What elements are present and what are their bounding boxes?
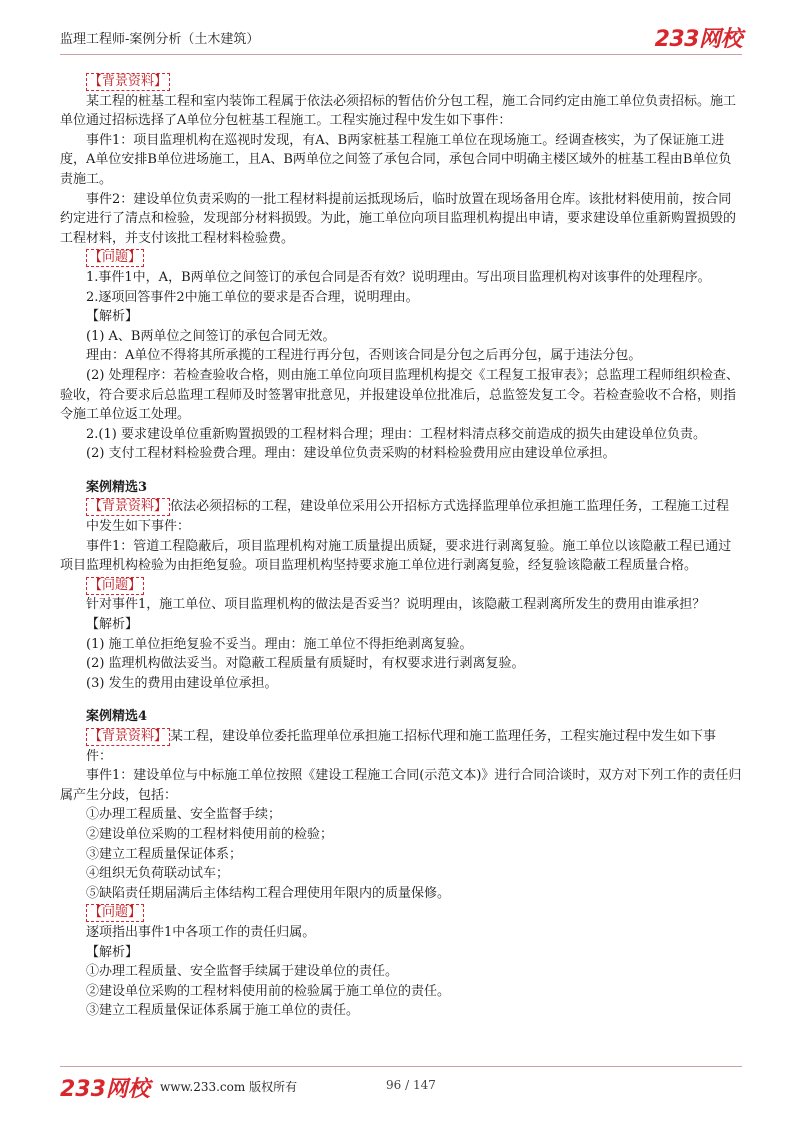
brand-logo: 233网校 xyxy=(654,27,742,52)
question-tag: 【问题】 xyxy=(86,904,144,922)
background-text: 某工程的桩基工程和室内装饰工程属于依法必须招标的暂估价分包工程，施工合同约定由施工单位负责招标。施工单位通过招标选择了A单位分包桩基工程施工。工程实施过程中发生如下事件： xyxy=(60,93,737,129)
background-tag: 【背景资料】 xyxy=(86,498,170,516)
answer-line: ③建立工程质量保证体系属于施工单位的责任。 xyxy=(86,1003,360,1019)
background-text: 依法必须招标的工程，建设单位采用公开招标方式选择监理单位承担施工监理任务，工程施工过程中发生如下事件： xyxy=(86,499,730,535)
case-section-1 xyxy=(60,72,742,464)
answer-line: 2.(1) 要求建设单位重新购置损毁的工程材料合理；理由：工程材料清点移交前造成的损失由建设单位负责。 xyxy=(86,426,706,442)
case-section-2 xyxy=(60,478,742,694)
answer-line: (3) 发生的费用由建设单位承担。 xyxy=(86,675,278,691)
case-title: 案例精选4 xyxy=(86,709,148,725)
answer-line: (2) 处理程序：若检查验收合格，则由施工单位向项目监理机构提交《工程复工报审表》；总监理工程师组织检查、验收，符合要求后总监理工程师及时签署审批意见，并报建设单位批准后，总监签发复工令。若检查验收不合格，则指令施工单位返工处理。 xyxy=(60,367,740,423)
footer-copyright: www.233.com 版权所有 xyxy=(160,1080,298,1094)
header-title: 监理工程师-案例分析（土木建筑） xyxy=(60,32,260,47)
answer-line: (2) 监理机构做法妥当。对隐蔽工程质量有质疑时，有权要求进行剥离复验。 xyxy=(86,656,525,672)
answer-line: (2) 支付工程材料检验费合理。理由：建设单位负责采购的材料检验费用应由建设单位承担。 xyxy=(86,446,616,462)
list-item: ②建设单位采购的工程材料使用前的检验； xyxy=(86,826,334,842)
page-footer xyxy=(60,1072,742,1102)
event-1-text: 事件1：建设单位与中标施工单位按照《建设工程施工合同(示范文本)》进行合同洽谈时，双方对下列工作的责任归属产生分歧，包括： xyxy=(60,768,742,803)
question-tag: 【问题】 xyxy=(86,577,144,595)
header-divider xyxy=(60,54,742,55)
answer-line: ①办理工程质量、安全监督手续属于建设单位的责任。 xyxy=(86,964,399,980)
event-1-text: 事件1：项目监理机构在巡视时发现，有A、B两家桩基工程施工单位在现场施工。经调查核实，为了保证施工进度，A单位安排B单位进场施工，且A、B两单位之间签了承包合同，承包合同中明确主楼区域外的桩基工程由B单位负责施工。 xyxy=(60,132,732,187)
answer-line: 理由：A单位不得将其所承揽的工程进行再分包，否则该合同是分包之后再分包，属于违法分包。 xyxy=(86,348,642,364)
case-section-3 xyxy=(60,707,742,1021)
analysis-tag: 【解析】 xyxy=(86,944,139,960)
background-text: 某工程，建设单位委托监理单位承担施工招标代理和施工监理任务，工程实施过程中发生如下事件： xyxy=(86,729,717,764)
background-tag: 【背景资料】 xyxy=(86,73,170,91)
question-1: 逐项指出事件1中各项工作的责任归属。 xyxy=(86,924,316,940)
analysis-tag: 【解析】 xyxy=(86,309,139,325)
event-1-text: 事件1：管道工程隐蔽后，项目监理机构对施工质量提出质疑，要求进行剥离复验。施工单位以该隐蔽工程已通过项目监理机构检验为由拒绝复验。项目监理机构坚持要求施工单位进行剥离复验，经复验该隐蔽工程质量合格。 xyxy=(60,538,732,574)
list-item: ⑤缺陷责任期届满后主体结构工程合理使用年限内的质量保修。 xyxy=(86,885,451,901)
background-tag: 【背景资料】 xyxy=(86,728,170,746)
list-item: ③建立工程质量保证体系； xyxy=(86,846,243,862)
footer-divider xyxy=(60,1066,742,1067)
question-tag: 【问题】 xyxy=(86,249,144,267)
list-item: ④组织无负荷联动试车； xyxy=(86,866,230,882)
answer-line: (1) A、B两单位之间签订的承包合同无效。 xyxy=(86,328,336,344)
question-1: 针对事件1，施工单位、项目监理机构的做法是否妥当？说明理由，该隐蔽工程剥离所发生的费用由谁承担？ xyxy=(86,597,706,613)
case-title: 案例精选3 xyxy=(86,479,148,495)
answer-line: (1) 施工单位拒绝复验不妥当。理由：施工单位不得拒绝剥离复验。 xyxy=(86,636,473,652)
question-2: 2.逐项回答事件2中施工单位的要求是否合理，说明理由。 xyxy=(86,289,419,305)
analysis-tag: 【解析】 xyxy=(86,617,139,633)
page-number: 96 / 147 xyxy=(386,1078,436,1092)
question-1: 1.事件1中，A，B两单位之间签订的承包合同是否有效？说明理由。写出项目监理机构对该事件的处理程序。 xyxy=(86,269,711,285)
event-2-text: 事件2：建设单位负责采购的一批工程材料提前运抵现场后，临时放置在现场备用仓库。该批材料使用前，按合同约定进行了清点和检验，发现部分材料损毁。为此，施工单位向项目监理机构提出申请，要求建设单位重新购置损毁的工程材料，并支付该批工程材料检验费。 xyxy=(60,191,737,246)
footer-logo: 233网校 xyxy=(60,1077,150,1102)
list-item: ①办理工程质量、安全监督手续； xyxy=(86,807,282,823)
page-header xyxy=(60,22,742,52)
answer-line: ②建设单位采购的工程材料使用前的检验属于施工单位的责任。 xyxy=(86,983,451,999)
document-body xyxy=(60,72,742,1021)
